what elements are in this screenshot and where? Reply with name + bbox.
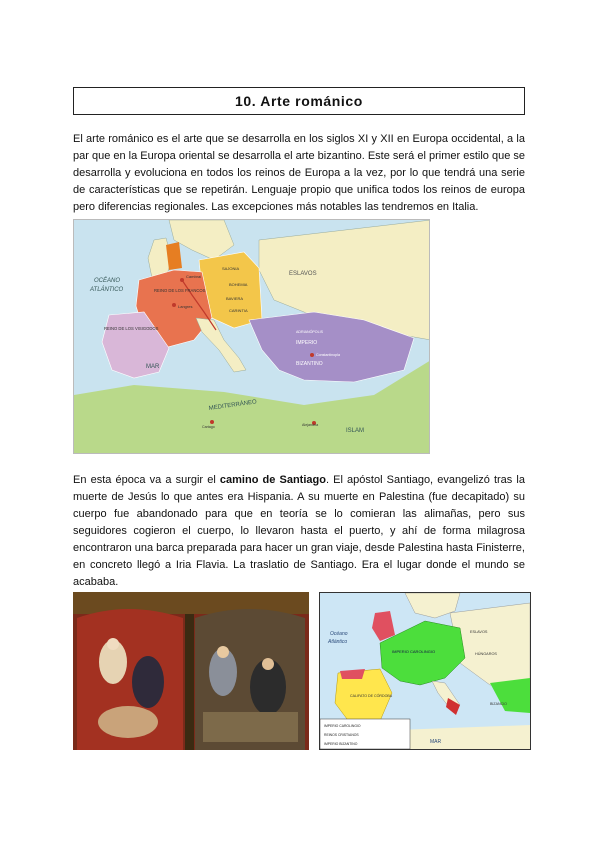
map2-legend-2: REINOS CRISTIANOS: [324, 733, 359, 737]
map1-label-cambrai: Cambrai: [186, 274, 202, 279]
map1-label-oceano: OCÉANO: [94, 278, 121, 284]
map1-label-baviera: BAVIERA: [226, 296, 244, 301]
map1-label-alejandria: Alejandría: [302, 423, 319, 427]
map1-label-adrianopolis: ADRIANÓPOLIS: [296, 330, 323, 334]
map2-legend-1: IMPERIO CAROLINGIO: [324, 724, 361, 728]
painting-figure-2: [132, 656, 164, 708]
painting-head-1: [107, 638, 119, 650]
map1-label-eslavos: ESLAVOS: [289, 271, 317, 277]
santiago-bold: camino de Santiago: [219, 474, 326, 486]
santiago-text-before: En esta época va a surgir el: [73, 474, 220, 486]
map2-label-atlantico: Atlántico: [328, 639, 348, 645]
painting-head-2: [217, 646, 229, 658]
map2-label-hungaros: HÚNGAROS: [475, 652, 497, 656]
map1-label-reino-visigodos: REINO DE LOS VISIGODOS: [104, 326, 159, 331]
santiago-text-after: . El apóstol Santiago, evangelizó tras la muerte de Jesús lo que antes era Hispania. A su muerte en Palestina (fue decapitado) su cuerpo fue abandonado para que en teoría se lo comieran las alimañas, pero sus seguidores cogieron el cuerpo, lo llevaron hasta el puerto, y ahí de forma milagrosa encontraron una barca preparada para hacer un gran viaje, desde Palestina hasta Finisterre, en concreto llegó a Iria Flavia. La traslatio de Santiago. Era el lugar donde el mundo se acababa.: [73, 474, 525, 588]
europe-map: [73, 219, 430, 454]
map1-label-constantinopla: Constantinopla: [316, 353, 340, 357]
map2-legend-3: IMPERIO BIZANTINO: [324, 742, 358, 746]
page-title: 10. Arte románico: [235, 93, 363, 109]
map2-label-bizancio: BIZANCIO: [490, 702, 507, 706]
painting-divider: [185, 614, 194, 750]
map1-label-atlantico: ATLÁNTICO: [90, 287, 124, 293]
map1-label-islam: ISLAM: [346, 428, 365, 434]
map1-cartago-dot: [210, 420, 214, 424]
painting-boat: [203, 712, 298, 742]
painting-head-3: [262, 658, 274, 670]
map1-label-bohemia: BOHEMIA: [229, 282, 248, 287]
map1-label-mediterraneo: MEDITERRÁNEO: [208, 399, 258, 412]
europe-map-svg: [74, 220, 430, 454]
santiago-painting: [73, 592, 309, 750]
map2-label-oceano: Océano: [330, 631, 348, 637]
map1-label-imperio: IMPERIO: [296, 340, 318, 346]
map1-constantinopla-dot: [310, 353, 314, 357]
map1-label-carintia: CARINTIA: [229, 308, 248, 313]
map1-label-cartago: Cartago: [202, 425, 215, 429]
map1-cambrai-dot: [180, 278, 184, 282]
map2-label-eslavos: ESLAVOS: [470, 630, 488, 634]
map1-label-sajonia: SAJONIA: [222, 266, 240, 271]
map1-langres-dot: [172, 303, 176, 307]
santiago-paragraph: [73, 472, 525, 591]
map1-label-bizantino: BIZANTINO: [296, 361, 323, 367]
carolingian-map: [319, 592, 531, 750]
map1-label-langres: Langres: [178, 304, 193, 309]
painting-figure-3: [98, 706, 158, 738]
intro-paragraph: El arte románico es el arte que se desarrolla en los siglos XI y XII en Europa occidental, a la par que en la Europa oriental se desarrolla el arte bizantino. Este será el primer estilo que se desarrolla y evoluciona en todos los reinos de Europa a la vez, por lo que tendrá una serie de características que se repetirán. Lenguaje propio que unifica todos los reinos de europa pero diferencias regionales. Las excepciones más notables las tendremos en Italia.: [73, 133, 525, 213]
map2-label-imperio-carolingio: IMPERIO CAROLINGIO: [392, 649, 436, 654]
title-box: [73, 87, 525, 115]
map1-label-reino-francos: REINO DE LOS FRANCOS: [154, 288, 206, 293]
painting-svg: [73, 592, 309, 750]
map1-label-mar: MAR: [146, 364, 160, 370]
map2-label-mar: MAR: [430, 739, 442, 745]
map2-label-califato: CALIFATO DE CÓRDOBA: [350, 694, 393, 698]
carolingian-map-svg: [320, 593, 530, 749]
